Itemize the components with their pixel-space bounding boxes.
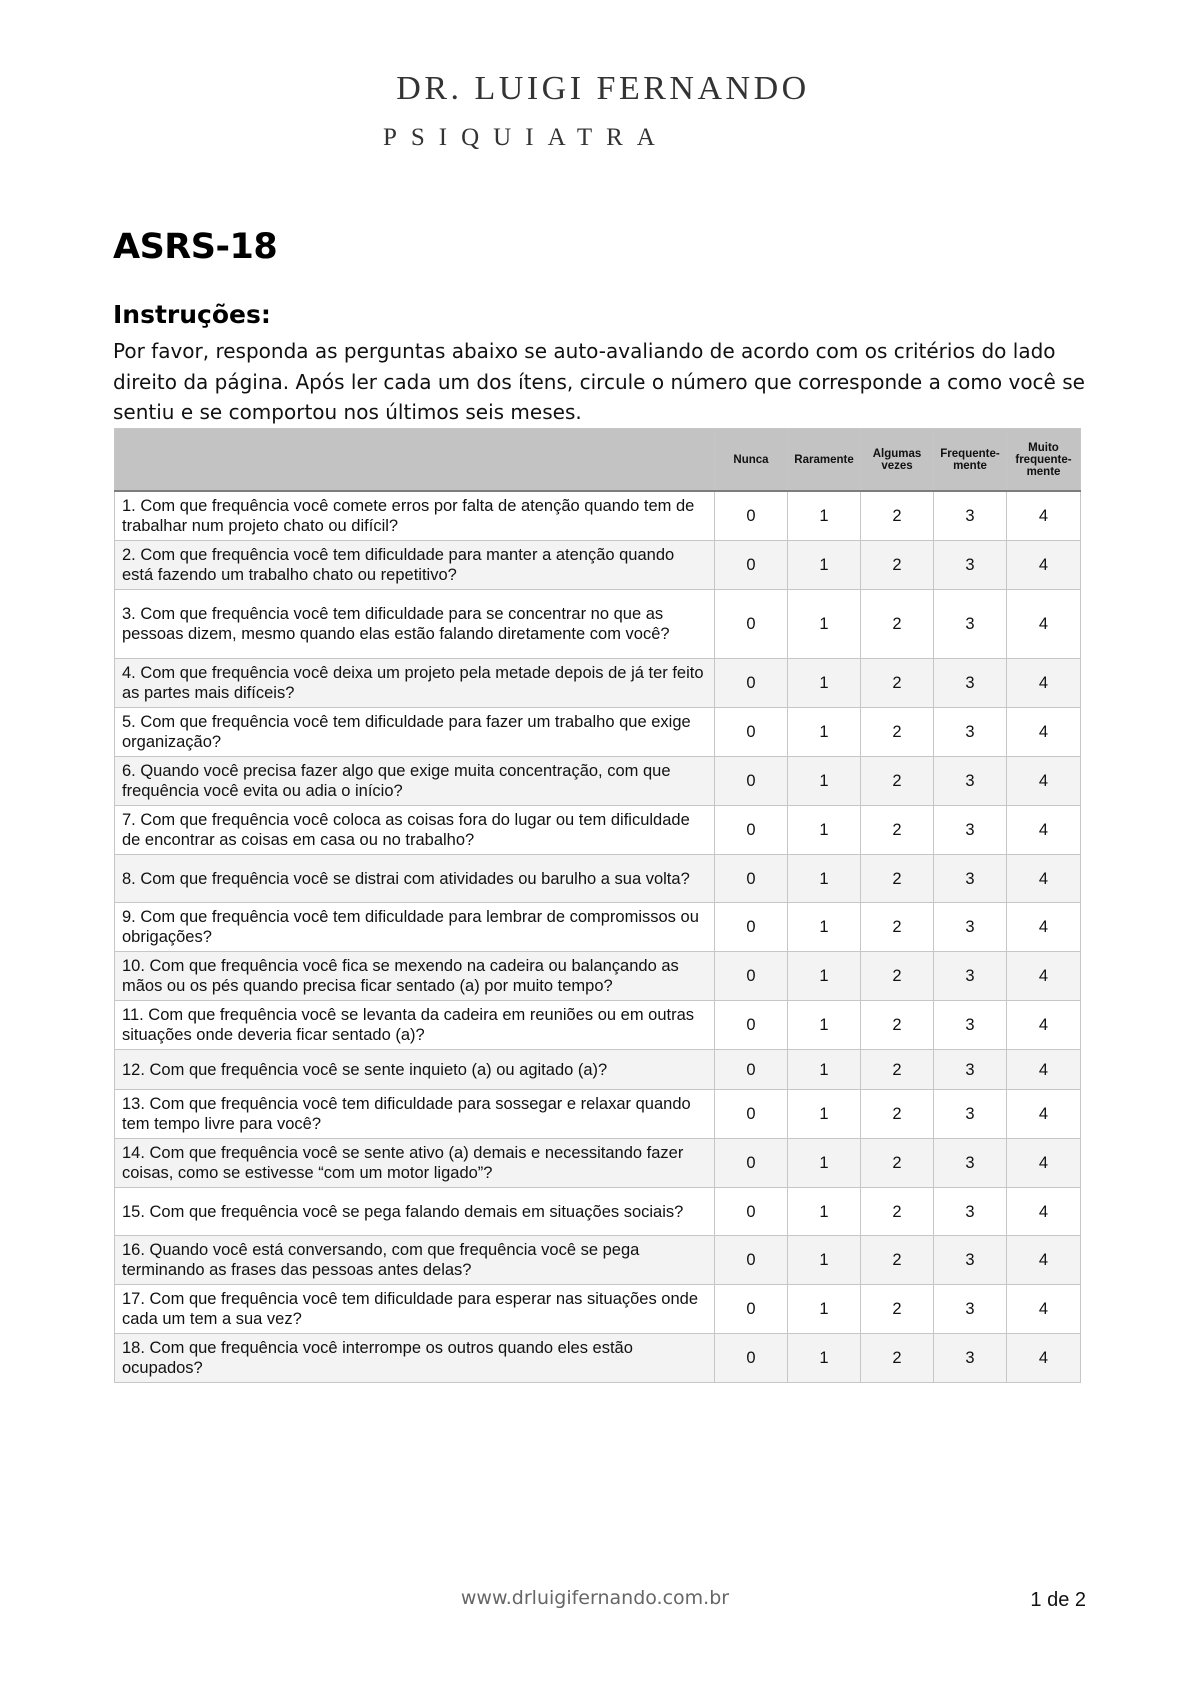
score-option[interactable]: 0 — [715, 708, 788, 757]
score-option[interactable]: 0 — [715, 855, 788, 903]
score-option[interactable]: 4 — [1007, 1188, 1081, 1236]
score-option[interactable]: 3 — [934, 1050, 1007, 1090]
score-option[interactable]: 1 — [788, 903, 861, 952]
question-text: 11. Com que frequência você se levanta da cadeira em reuniões ou em outras situações onde deveria ficar sentado (a)? — [115, 1001, 715, 1050]
score-option[interactable]: 0 — [715, 952, 788, 1001]
score-option[interactable]: 2 — [861, 1188, 934, 1236]
score-option[interactable]: 0 — [715, 806, 788, 855]
score-option[interactable]: 1 — [788, 1139, 861, 1188]
score-option[interactable]: 2 — [861, 491, 934, 541]
page-title: ASRS-18 — [113, 227, 278, 267]
question-text: 13. Com que frequência você tem dificuldade para sossegar e relaxar quando tem tempo livre para você? — [115, 1090, 715, 1139]
score-option[interactable]: 4 — [1007, 659, 1081, 708]
table-row — [115, 806, 1081, 855]
score-option[interactable]: 1 — [788, 541, 861, 590]
question-text: 9. Com que frequência você tem dificuldade para lembrar de compromissos ou obrigações? — [115, 903, 715, 952]
question-text: 2. Com que frequência você tem dificuldade para manter a atenção quando está fazendo um trabalho chato ou repetitivo? — [115, 541, 715, 590]
score-option[interactable]: 3 — [934, 1188, 1007, 1236]
score-option[interactable]: 3 — [934, 1334, 1007, 1383]
score-option[interactable]: 2 — [861, 757, 934, 806]
score-option[interactable]: 2 — [861, 1236, 934, 1285]
score-option[interactable]: 1 — [788, 855, 861, 903]
column-header-muito-frequentemente: Muito frequente-mente — [1007, 429, 1081, 492]
question-text: 3. Com que frequência você tem dificuldade para se concentrar no que as pessoas dizem, mesmo quando elas estão falando diretamente com você? — [115, 590, 715, 659]
question-text: 17. Com que frequência você tem dificuldade para esperar nas situações onde cada um tem a sua vez? — [115, 1285, 715, 1334]
score-option[interactable]: 0 — [715, 1236, 788, 1285]
score-option[interactable]: 3 — [934, 1236, 1007, 1285]
score-option[interactable]: 1 — [788, 590, 861, 659]
score-option[interactable]: 2 — [861, 952, 934, 1001]
question-text: 15. Com que frequência você se pega falando demais em situações sociais? — [115, 1188, 715, 1236]
score-option[interactable]: 1 — [788, 1090, 861, 1139]
table-row — [115, 1090, 1081, 1139]
score-option[interactable]: 4 — [1007, 952, 1081, 1001]
score-option[interactable]: 3 — [934, 806, 1007, 855]
score-option[interactable]: 1 — [788, 659, 861, 708]
table-row — [115, 1236, 1081, 1285]
question-text: 8. Com que frequência você se distrai com atividades ou barulho a sua volta? — [115, 855, 715, 903]
score-option[interactable]: 3 — [934, 1139, 1007, 1188]
table-row — [115, 757, 1081, 806]
question-text: 12. Com que frequência você se sente inquieto (a) ou agitado (a)? — [115, 1050, 715, 1090]
table-row — [115, 1050, 1081, 1090]
column-header-algumas-vezes: Algumas vezes — [861, 429, 934, 492]
table-row — [115, 1334, 1081, 1383]
table-row — [115, 1285, 1081, 1334]
score-option[interactable]: 2 — [861, 1001, 934, 1050]
score-option[interactable]: 2 — [861, 541, 934, 590]
instructions-text: Por favor, responda as perguntas abaixo se auto-avaliando de acordo com os critérios do lado direito da página. Após ler cada um dos ítens, circule o número que corresponde a como você se sentiu e se comportou nos últimos seis meses. — [113, 339, 1085, 424]
instructions-heading: Instruções: — [113, 300, 271, 329]
score-option[interactable]: 1 — [788, 1050, 861, 1090]
score-option[interactable]: 4 — [1007, 757, 1081, 806]
score-option[interactable]: 0 — [715, 1001, 788, 1050]
column-header-question — [115, 429, 715, 492]
question-text: 18. Com que frequência você interrompe os outros quando eles estão ocupados? — [115, 1334, 715, 1383]
score-option[interactable]: 3 — [934, 590, 1007, 659]
table-row — [115, 491, 1081, 541]
score-option[interactable]: 4 — [1007, 590, 1081, 659]
score-option[interactable]: 4 — [1007, 1139, 1081, 1188]
score-option[interactable]: 1 — [788, 708, 861, 757]
score-option[interactable]: 0 — [715, 1050, 788, 1090]
question-text: 10. Com que frequência você fica se mexendo na cadeira ou balançando as mãos ou os pés quando precisa ficar sentado (a) por muito tempo? — [115, 952, 715, 1001]
score-option[interactable]: 3 — [934, 659, 1007, 708]
score-option[interactable]: 4 — [1007, 1050, 1081, 1090]
score-option[interactable]: 0 — [715, 1285, 788, 1334]
score-option[interactable]: 4 — [1007, 1001, 1081, 1050]
score-option[interactable]: 4 — [1007, 1334, 1081, 1383]
score-option[interactable]: 2 — [861, 1334, 934, 1383]
column-header-frequentemente: Frequente-mente — [934, 429, 1007, 492]
question-text: 5. Com que frequência você tem dificuldade para fazer um trabalho que exige organização? — [115, 708, 715, 757]
score-option[interactable]: 0 — [715, 903, 788, 952]
score-option[interactable]: 0 — [715, 541, 788, 590]
table-row — [115, 1188, 1081, 1236]
score-option[interactable]: 3 — [934, 491, 1007, 541]
score-option[interactable]: 1 — [788, 806, 861, 855]
score-option[interactable]: 3 — [934, 541, 1007, 590]
score-option[interactable]: 2 — [861, 1090, 934, 1139]
table-header-row — [115, 429, 1081, 492]
question-text: 7. Com que frequência você coloca as coisas fora do lugar ou tem dificuldade de encontrar as coisas em casa ou no trabalho? — [115, 806, 715, 855]
score-option[interactable]: 2 — [861, 659, 934, 708]
score-option[interactable]: 0 — [715, 590, 788, 659]
score-option[interactable]: 2 — [861, 1285, 934, 1334]
score-option[interactable]: 4 — [1007, 1236, 1081, 1285]
score-option[interactable]: 0 — [715, 1090, 788, 1139]
score-option[interactable]: 1 — [788, 1188, 861, 1236]
score-option[interactable]: 2 — [861, 708, 934, 757]
score-option[interactable]: 3 — [934, 855, 1007, 903]
score-option[interactable]: 3 — [934, 1090, 1007, 1139]
table-row — [115, 855, 1081, 903]
table-row — [115, 541, 1081, 590]
score-option[interactable]: 4 — [1007, 491, 1081, 541]
score-option[interactable]: 4 — [1007, 806, 1081, 855]
score-option[interactable]: 4 — [1007, 708, 1081, 757]
score-option[interactable]: 4 — [1007, 1090, 1081, 1139]
score-option[interactable]: 0 — [715, 1334, 788, 1383]
question-text: 4. Com que frequência você deixa um projeto pela metade depois de já ter feito as partes mais difíceis? — [115, 659, 715, 708]
score-option[interactable]: 2 — [861, 903, 934, 952]
table-row — [115, 708, 1081, 757]
page-number: 1 de 2 — [1030, 1589, 1086, 1611]
column-header-nunca: Nunca — [715, 429, 788, 492]
score-option[interactable]: 2 — [861, 590, 934, 659]
score-option[interactable]: 4 — [1007, 903, 1081, 952]
score-option[interactable]: 2 — [861, 1050, 934, 1090]
question-text: 14. Com que frequência você se sente ativo (a) demais e necessitando fazer coisas, como se estivesse “com um motor ligado”? — [115, 1139, 715, 1188]
question-text: 6. Quando você precisa fazer algo que exige muita concentração, com que frequência você evita ou adia o início? — [115, 757, 715, 806]
table-row — [115, 952, 1081, 1001]
score-option[interactable]: 2 — [861, 806, 934, 855]
score-option[interactable]: 1 — [788, 1236, 861, 1285]
score-option[interactable]: 1 — [788, 952, 861, 1001]
question-text: 1. Com que frequência você comete erros por falta de atenção quando tem de trabalhar num projeto chato ou difícil? — [115, 491, 715, 541]
question-text: 16. Quando você está conversando, com que frequência você se pega terminando as frases das pessoas antes delas? — [115, 1236, 715, 1285]
score-option[interactable]: 1 — [788, 1001, 861, 1050]
table-row — [115, 659, 1081, 708]
score-option[interactable]: 4 — [1007, 1285, 1081, 1334]
score-option[interactable]: 1 — [788, 491, 861, 541]
score-option[interactable]: 1 — [788, 757, 861, 806]
score-option[interactable]: 4 — [1007, 855, 1081, 903]
score-option[interactable]: 0 — [715, 659, 788, 708]
score-option[interactable]: 1 — [788, 1334, 861, 1383]
asrs-questionnaire-table — [114, 428, 1081, 1383]
score-option[interactable]: 3 — [934, 903, 1007, 952]
score-option[interactable]: 0 — [715, 1188, 788, 1236]
doctor-specialty: PSIQUIATRA — [383, 124, 669, 151]
table-row — [115, 590, 1081, 659]
table-row — [115, 1139, 1081, 1188]
score-option[interactable]: 2 — [861, 1139, 934, 1188]
score-option[interactable]: 3 — [934, 1285, 1007, 1334]
score-option[interactable]: 3 — [934, 1001, 1007, 1050]
score-option[interactable]: 3 — [934, 708, 1007, 757]
footer-website: www.drluigifernando.com.br — [460, 1587, 730, 1609]
column-header-raramente: Raramente — [788, 429, 861, 492]
doctor-name: DR. LUIGI FERNANDO — [396, 70, 810, 107]
table-row — [115, 1001, 1081, 1050]
score-option[interactable]: 0 — [715, 757, 788, 806]
score-option[interactable]: 0 — [715, 491, 788, 541]
score-option[interactable]: 2 — [861, 855, 934, 903]
score-option[interactable]: 3 — [934, 952, 1007, 1001]
score-option[interactable]: 0 — [715, 1139, 788, 1188]
score-option[interactable]: 4 — [1007, 541, 1081, 590]
table-row — [115, 903, 1081, 952]
score-option[interactable]: 1 — [788, 1285, 861, 1334]
score-option[interactable]: 3 — [934, 757, 1007, 806]
